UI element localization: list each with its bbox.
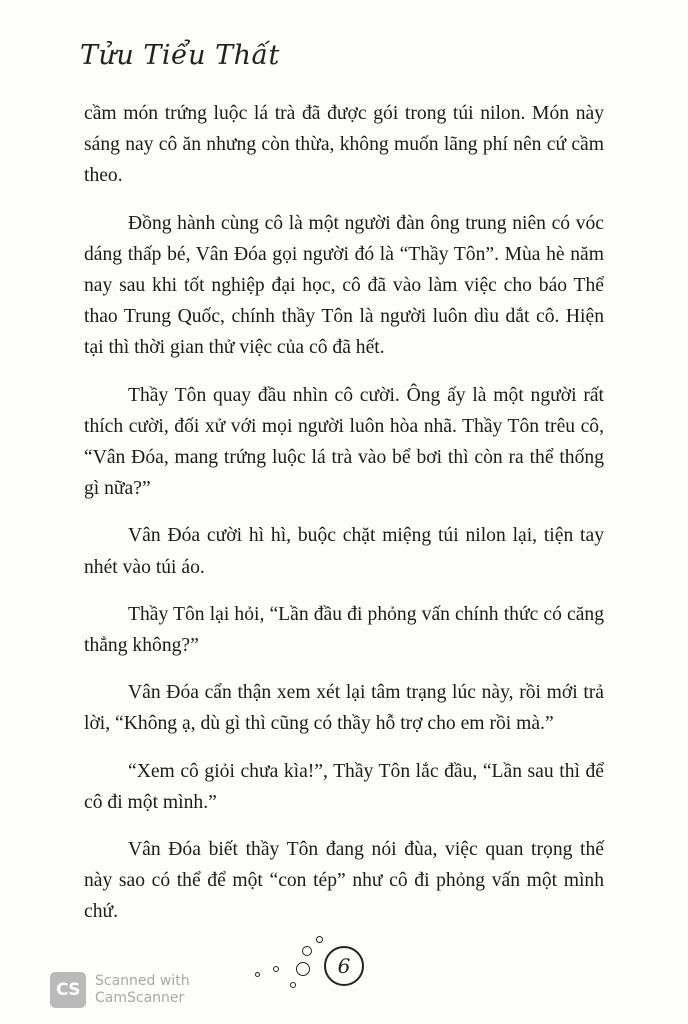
paragraph: Đồng hành cùng cô là một người đàn ông trung niên có vóc dáng thấp bé, Vân Đóa gọi người đó là “Thầy Tôn”. Mùa hè năm nay sau khi tốt nghiệp đại học, cô đã vào làm việc cho báo Thể thao Trung Quốc, chính thầy Tôn là người luôn dìu dắt cô. Hiện tại thì thời gian thử việc của cô đã hết. (84, 212, 604, 359)
paragraph: Vân Đóa biết thầy Tôn đang nói đùa, việc quan trọng thế này sao có thể để một “con tép” như cô đi phỏng vấn một mình chứ. (84, 839, 604, 923)
body-text (84, 98, 604, 944)
paragraph: Thầy Tôn lại hỏi, “Lần đầu đi phỏng vấn chính thức có căng thẳng không?” (84, 603, 604, 657)
bubble-icon (290, 982, 296, 988)
camscanner-watermark (50, 972, 190, 1008)
bubble-icon (302, 946, 312, 956)
watermark-line: CamScanner (95, 990, 185, 1006)
bubble-icon (255, 972, 260, 977)
bubble-icon (316, 936, 323, 943)
paragraph: Vân Đóa cẩn thận xem xét lại tâm trạng lúc này, rồi mới trả lời, “Không ạ, dù gì thì cũng có thầy hỗ trợ cho em rồi mà.” (84, 682, 604, 735)
camscanner-logo-icon: CS (50, 972, 86, 1008)
paragraph: Vân Đóa cười hì hì, buộc chặt miệng túi nilon lại, tiện tay nhét vào túi áo. (84, 525, 604, 578)
watermark-line: Scanned with (95, 973, 190, 989)
paragraph: cầm món trứng luộc lá trà đã được gói trong túi nilon. Món này sáng nay cô ăn nhưng còn thừa, không muốn lãng phí nên cứ cầm theo. (84, 103, 604, 187)
running-title: Tửu Tiểu Thất (80, 40, 280, 71)
bubble-icon (273, 966, 279, 972)
bubble-icon (296, 962, 310, 976)
paragraph: Thầy Tôn quay đầu nhìn cô cười. Ông ấy là một người rất thích cười, đối xử với mọi người luôn hòa nhã. Thầy Tôn trêu cô, “Vân Đóa, mang trứng luộc lá trà vào bể bơi thì còn ra thể thống gì nữa?” (84, 384, 604, 500)
watermark-text (95, 973, 190, 1007)
page-number: 6 (324, 946, 364, 986)
paragraph: “Xem cô giỏi chưa kìa!”, Thầy Tôn lắc đầu, “Lần sau thì để cô đi một mình.” (84, 760, 604, 813)
